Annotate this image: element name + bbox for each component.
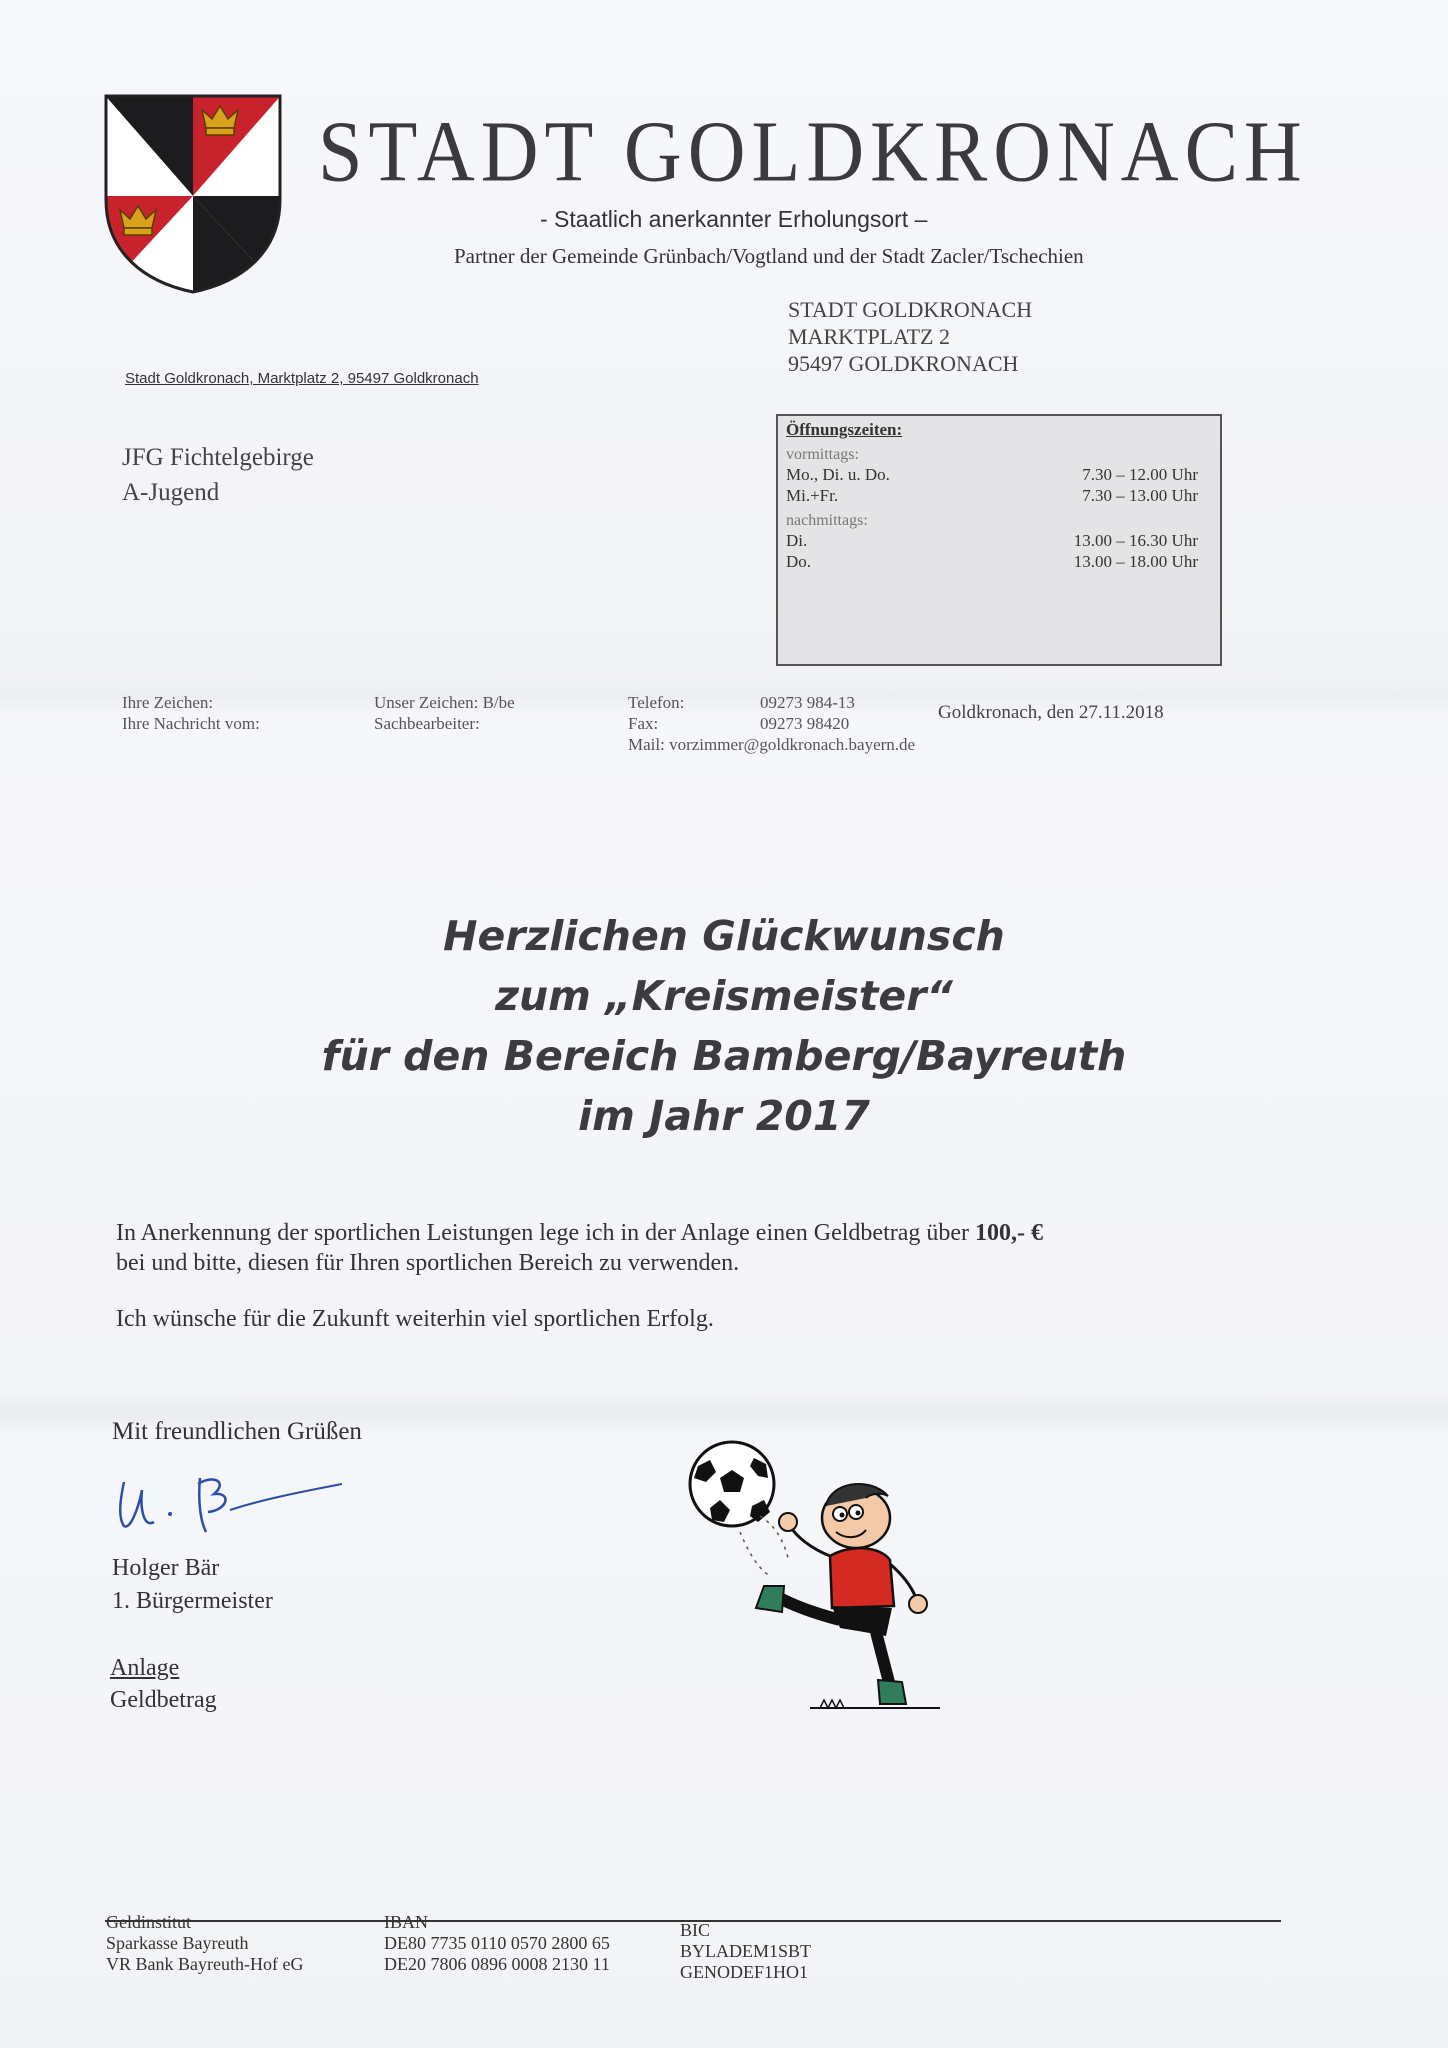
hours-row: Di. 13.00 – 16.30 Uhr: [786, 531, 1198, 550]
footer-bank: Geldinstitut Sparkasse Bayreuth VR Bank Bayreuth-Hof eG: [106, 1912, 304, 1974]
recipient-address: JFG Fichtelgebirge A-Jugend: [122, 444, 314, 506]
hours-row: Mo., Di. u. Do. 7.30 – 12.00 Uhr: [786, 465, 1198, 484]
reference-our: Unser Zeichen: B/be Sachbearbeiter:: [374, 693, 515, 733]
partner-line: Partner der Gemeinde Grünbach/Vogtland und der Stadt Zacler/Tschechien: [454, 244, 1084, 268]
coat-of-arms-logo: [102, 92, 284, 294]
opening-hours-title: Öffnungszeiten:: [786, 420, 903, 439]
letter-body: [116, 1218, 1296, 1334]
soccer-player-illustration: [680, 1436, 980, 1736]
congratulation-headline: Herzlichen Glückwunsch zum „Kreismeister“ für den Bereich Bamberg/Bayreuth im Jahr 2017: [321, 912, 1127, 1140]
closing-greeting: Mit freundlichen Grüßen: [112, 1418, 362, 1445]
body-paragraph: Ich wünsche für die Zukunft weiterhin viel sportlichen Erfolg.: [116, 1306, 714, 1332]
body-paragraph: In Anerkennung der sportlichen Leistungen lege ich in der Anlage einen Geldbetrag über 100,- € bei und bitte, diesen für Ihren sportlichen Bereich zu verwenden.: [116, 1220, 1044, 1276]
signer-block: [112, 1552, 273, 1618]
handwritten-signature: [110, 1470, 350, 1550]
signer-role: 1. Bürgermeister: [112, 1588, 273, 1614]
return-address-line: Stadt Goldkronach, Marktplatz 2, 95497 Goldkronach: [125, 370, 479, 387]
soccer-ball-icon: [690, 1442, 774, 1526]
contact-details: Telefon: 09273 984-13 Fax: 09273 98420 Mail: vorzimmer@goldkronach.bayern.de: [628, 693, 916, 754]
hours-row: Do. 13.00 – 18.00 Uhr: [786, 552, 1198, 571]
sender-address: STADT GOLDKRONACH MARKTPLATZ 2 95497 GOLDKRONACH: [788, 297, 1033, 376]
reference-your: Ihre Zeichen: Ihre Nachricht vom:: [122, 693, 260, 733]
letter-date: Goldkronach, den 27.11.2018: [938, 702, 1164, 723]
city-title: STADT GOLDKRONACH: [318, 105, 1308, 201]
signer-name: Holger Bär: [112, 1555, 220, 1581]
player-icon: [756, 1484, 940, 1708]
opening-hours-box: Öffnungszeiten: vormittags: Mo., Di. u. Do. 7.30 – 12.00 Uhr Mi.+Fr. 7.30 – 13.00 Uhr nachmittags: Di. 13.00 – 16.30 Uhr Do. 13.00 – 18.00 Uhr: [776, 414, 1222, 666]
footer-iban: IBAN DE80 7735 0110 0570 2800 65 DE20 7806 0896 0008 2130 11: [384, 1912, 610, 1974]
hours-row: Mi.+Fr. 7.30 – 13.00 Uhr: [786, 486, 1198, 505]
attachment-note: Anlage Geldbetrag: [110, 1655, 217, 1713]
amount: 100,- €: [975, 1220, 1044, 1246]
city-subtitle: - Staatlich anerkannter Erholungsort –: [540, 206, 928, 232]
footer-bic: BIC BYLADEM1SBT GENODEF1HO1: [680, 1920, 812, 1982]
